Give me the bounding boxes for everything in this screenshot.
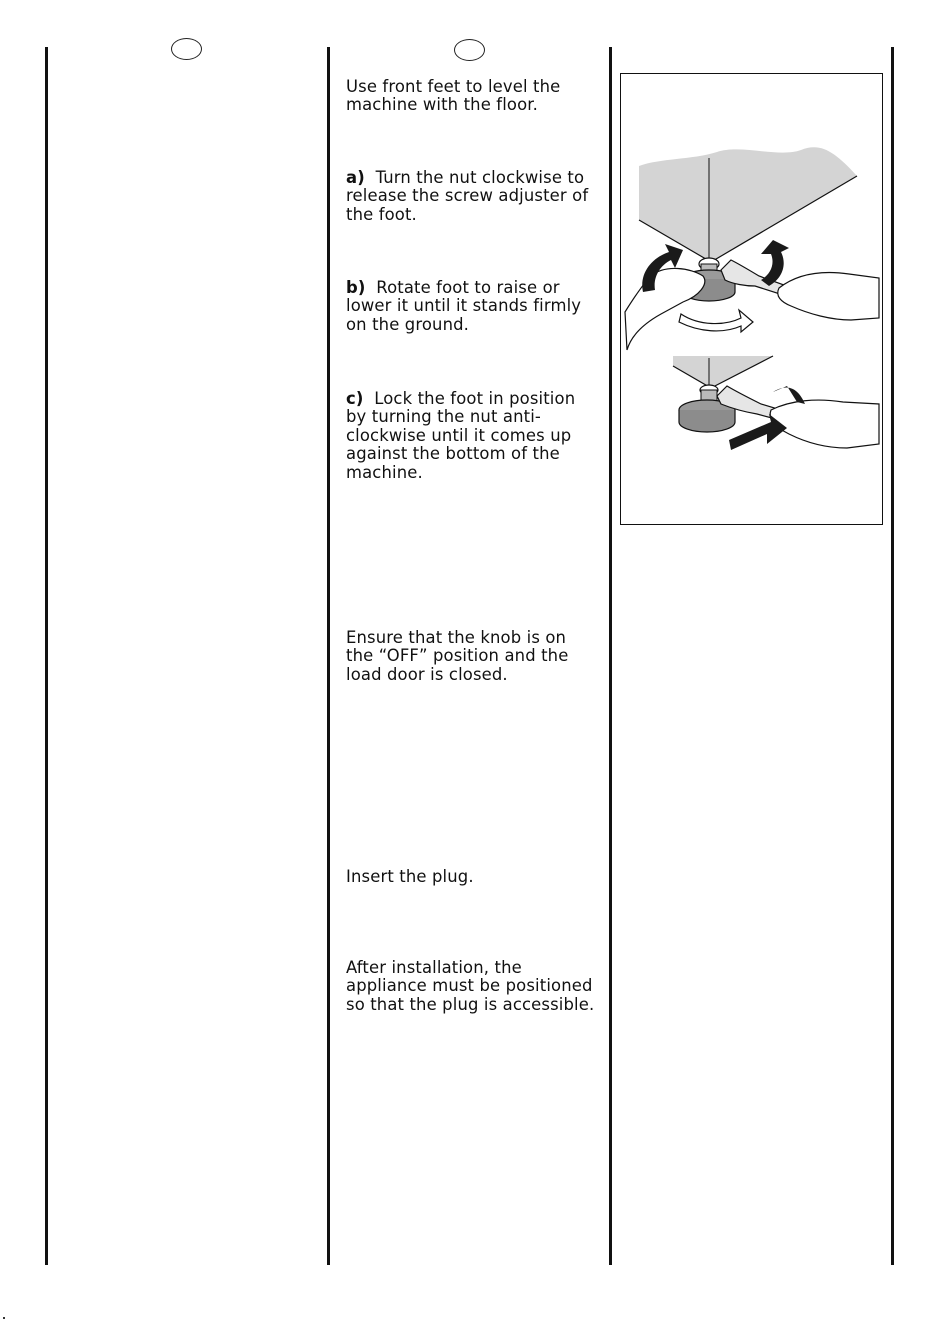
rotation-arrow-outline xyxy=(679,310,753,332)
machine-underside-upper xyxy=(639,147,857,262)
instruction-step-a: a) Turn the nut clockwise to release the screw adjuster of the foot. xyxy=(346,168,589,224)
instruction-plug-accessible: After installation, the appliance must be positioned so that the plug is accessible. xyxy=(346,958,595,1014)
instruction-level-feet: Use front feet to level the machine with the floor. xyxy=(346,77,561,115)
instruction-step-c: c) Lock the foot in position by turning the nut anti-clockwise until it comes up against the bottom of the machine. xyxy=(346,389,576,482)
column-rule-left xyxy=(45,47,48,1265)
instruction-step-b: b) Rotate foot to raise or lower it until it stands firmly on the ground. xyxy=(346,278,582,334)
step-label-a: a) xyxy=(346,168,365,187)
instruction-insert-plug: Insert the plug. xyxy=(346,867,474,886)
language-badge-left xyxy=(171,38,202,60)
column-rule-center-left xyxy=(327,47,330,1265)
instruction-knob-off: Ensure that the knob is on the “OFF” position and the load door is closed. xyxy=(346,628,569,684)
machine-underside-lower xyxy=(673,356,773,388)
foot-adjust-illustration-frame xyxy=(620,73,883,525)
rotation-arrow-icon-right xyxy=(761,240,789,286)
step-label-c: c) xyxy=(346,389,364,408)
column-rule-right xyxy=(891,47,894,1265)
hand-right-lower xyxy=(770,400,879,448)
rotation-arrow-lower-top xyxy=(773,386,805,404)
foot-adjust-illustration xyxy=(621,74,884,526)
page-corner-mark xyxy=(3,1317,5,1319)
hand-right-upper xyxy=(778,273,879,320)
language-badge-center xyxy=(454,39,485,61)
column-rule-center-right xyxy=(609,47,612,1265)
step-label-b: b) xyxy=(346,278,366,297)
hand-left-upper xyxy=(625,268,705,350)
